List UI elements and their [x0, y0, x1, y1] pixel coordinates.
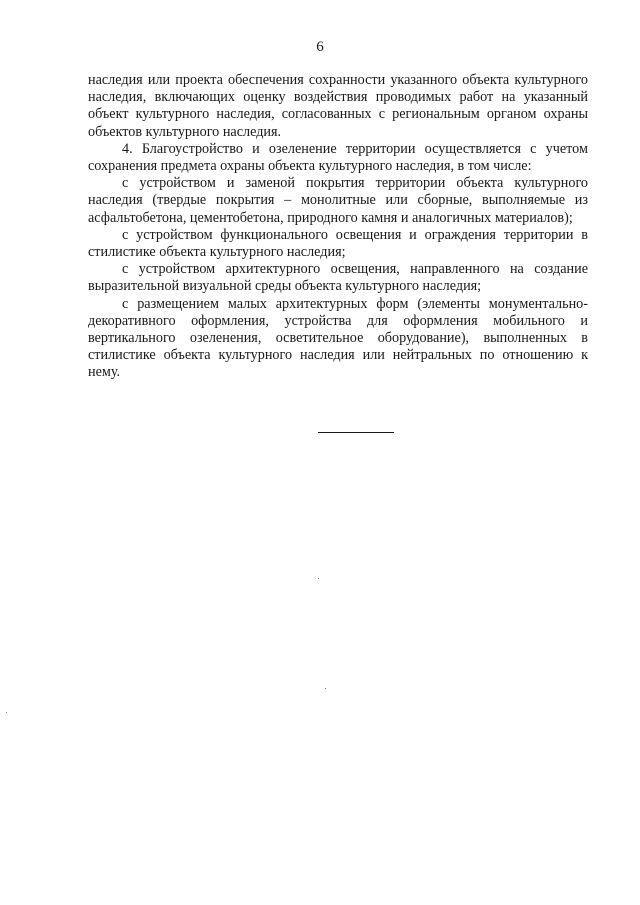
paragraph-surface-covering: с устройством и заменой покрытия территории объекта культурного наследия (твердые покрытия – монолитные или сборные, выполняемые из асфальтобетона, цементобетона, природного камня и аналогичных материалов); [88, 175, 588, 226]
scan-speck [325, 688, 326, 689]
end-separator-line [318, 432, 394, 433]
paragraph-item-4: 4. Благоустройство и озеленение территории осуществляется с учетом сохранения предмета охраны объекта культурного наследия, в том числе: [88, 140, 588, 175]
paragraph-functional-lighting: с устройством функционального освещения и ограждения территории в стилистике объекта культурного наследия; [88, 226, 588, 261]
scan-speck [318, 578, 319, 579]
paragraph-small-architectural-forms: с размещением малых архитектурных форм (элементы монументально-декоративного оформления, устройства для оформления мобильного и вертикального озеленения, осветительное оборудование), выполненных в стилистике объекта культурного наследия или нейтральных по отношению к нему. [88, 295, 588, 381]
paragraph-architectural-lighting: с устройством архитектурного освещения, направленного на создание выразительной визуальной среды объекта культурного наследия; [88, 261, 588, 295]
body-text [88, 72, 588, 382]
scan-speck [6, 712, 7, 713]
page-number: 6 [316, 39, 324, 55]
paragraph-continuation: наследия или проекта обеспечения сохранности указанного объекта культурного наследия, включающих оценку воздействия проводимых работ на указанный объект культурного наследия, согласованных с региональным органом охраны объектов культурного наследия. [88, 72, 588, 140]
